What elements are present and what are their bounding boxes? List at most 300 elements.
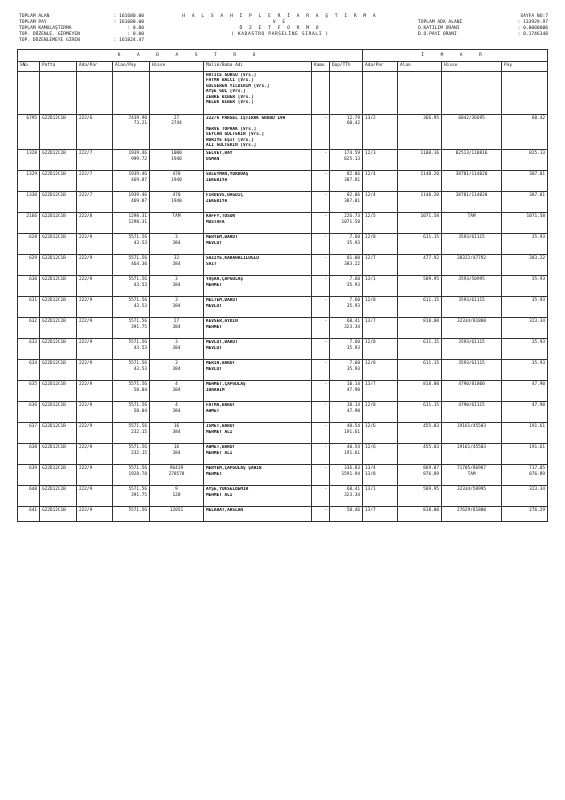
cell-imar-adapar-line2: 13/8: [365, 471, 376, 477]
cell-imar-hisse-line1: 71705/86987: [456, 466, 487, 472]
cell-imar-alan: [398, 255, 442, 276]
header-ratio-value: : 0.0000000: [517, 26, 548, 31]
cell-malik: [204, 465, 312, 486]
col-alanpay: Alan/Pay: [113, 62, 150, 72]
cell-imar-adapar: [363, 465, 398, 486]
cell-imar-adapar-line2: [365, 304, 395, 309]
table-row: [18, 507, 548, 522]
owner-name: MEHMET,ÇAPGULAŞ: [206, 382, 246, 388]
owner-name: MELTEM,BARUT: [206, 298, 238, 304]
cell-imar-adapar-line2: [365, 367, 395, 372]
cell-imar-pay: [502, 297, 548, 318]
table-row: [18, 318, 548, 339]
cell-hisse-line2: 384: [172, 240, 181, 246]
cell-imar-pay-line2: [504, 346, 545, 351]
header-ratio-value: : 0.1746348: [517, 32, 548, 37]
cell-imar-hisse-line1: 19161/45503: [456, 445, 487, 451]
cell-imar-pay-line2: 876.89: [529, 471, 546, 477]
cell-malik: [204, 402, 312, 423]
cell-imar-hisse-line2: [444, 346, 499, 351]
owner-name: HATİCE GÜRSÜ [Vrs.]: [206, 73, 257, 78]
cell-imar-hisse-line1: 38781/114020: [455, 172, 488, 178]
table-row: [18, 402, 548, 423]
cell-imar-hisse-line2: [444, 262, 499, 267]
cell-hisse-line2: [152, 220, 201, 225]
cell-imar-alan-line2: [400, 199, 439, 204]
cell-imar-pay-line1: 1071.58: [526, 214, 546, 220]
cell-dop-line1: 7.60: [349, 298, 361, 304]
col-dop: Dop/TTh: [330, 62, 363, 72]
cell-kamu: -: [312, 213, 330, 234]
cell-imar-hisse: [442, 213, 502, 234]
cell-imar-alan-line1: 366.95: [423, 116, 440, 121]
cell-sno: 629: [18, 255, 40, 276]
cell-adapar: 222/9: [77, 297, 113, 318]
owner-name: MEVLÜT: [206, 366, 222, 372]
cell-dop-line1: 82.06: [346, 193, 361, 199]
cell-dop: [330, 444, 363, 465]
cell-adapar: 222/9: [77, 486, 113, 507]
cell-hisse-line1: 27: [173, 116, 180, 121]
cell-imar-adapar-line2: [365, 388, 395, 393]
cell-malik: [204, 234, 312, 255]
cell-hisse-line2: 384: [172, 429, 181, 435]
cell-adapar: 222/7: [77, 171, 113, 192]
cell-imar-alan: [398, 297, 442, 318]
cell-imar-pay-line1: 191.61: [529, 445, 546, 451]
cell-adapar: 222/9: [77, 360, 113, 381]
cell-imar-adapar-line2: [365, 493, 395, 498]
cell-adapar: 222/9: [77, 318, 113, 339]
cell-adapar: 222/9: [77, 381, 113, 402]
cell-imar-alan: [398, 318, 442, 339]
owner-name: AYŞE GÜL [Vrs.]: [206, 89, 246, 95]
cell-alanpay-line1: 5571.56: [128, 508, 147, 514]
cell-hisse-line2: 384: [172, 408, 181, 414]
cell-imar-hisse-line2: [444, 157, 499, 162]
cell-hisse: [150, 255, 204, 276]
cell-imar-adapar: [363, 444, 398, 465]
cell-imar-alan-line1: 1108.16: [420, 151, 440, 157]
cell-imar-hisse: [442, 276, 502, 297]
cell-imar-adapar-line2: [365, 178, 395, 183]
table-row: [18, 423, 548, 444]
cell-hisse-line2: 2744: [171, 121, 182, 127]
cell-hisse-line2: 278578: [168, 471, 185, 477]
cell-dop-line1: 68.41: [346, 487, 361, 493]
cell-imar-pay-line2: [504, 367, 545, 372]
header-total-row: [19, 38, 144, 44]
cell-dop: [330, 402, 363, 423]
cell-imar-alan-line2: [400, 325, 439, 330]
cell-hisse-line1: 3: [175, 361, 178, 367]
cell-hisse: [150, 402, 204, 423]
cell-imar-hisse: [442, 255, 502, 276]
cell-kamu: -: [312, 381, 330, 402]
cell-hisse: [150, 381, 204, 402]
cell-imar-pay-line2: [504, 199, 545, 204]
header-total-value: : 0.00: [127, 32, 144, 37]
cell-alanpay-line2: 43.53: [133, 303, 147, 309]
cell-imar-pay-line1: 825.13: [529, 151, 546, 157]
cell-dop-line2: 47.90: [346, 408, 361, 414]
table-row: [18, 115, 548, 150]
header-total-value: : 161824.47: [113, 38, 144, 43]
cell-hisse: [150, 192, 204, 213]
cell-imar-alan-line2: [400, 262, 439, 267]
table-row: [18, 150, 548, 171]
cell-dop-line1: 68.41: [346, 319, 361, 325]
cell-alanpay-line2: 469.87: [131, 198, 147, 204]
cell-imar-pay: [502, 276, 548, 297]
cell-alanpay-line1: 1939.46: [128, 151, 147, 157]
cell-imar-pay-line1: 383.22: [529, 256, 546, 262]
cell-imar-hisse-line2: [444, 451, 499, 456]
cell-imar-adapar: [363, 486, 398, 507]
cell-imar-hisse-line1: 19161/45503: [456, 424, 487, 430]
cell-hisse-line2: 384: [172, 261, 181, 267]
cell-imar-pay-line1: 387.81: [529, 172, 546, 178]
cell-sno: 636: [18, 402, 40, 423]
cell-dop: [330, 150, 363, 171]
cell-imar-pay: [502, 360, 548, 381]
cell-imar-pay-line2: [504, 409, 545, 414]
cell-hisse-line1: 16: [173, 424, 180, 430]
cell-kamu: -: [312, 444, 330, 465]
cell-dop-line2: 35.93: [346, 345, 361, 351]
cell-pafta: G22D12C1B: [40, 276, 77, 297]
cell-dop-line1: 7.60: [349, 277, 361, 283]
cell-imar-alan-line2: [400, 220, 439, 225]
owner-name: AYŞE,YÜKSELDEMİR: [206, 487, 249, 493]
cell-imar-alan: [398, 213, 442, 234]
cell-imar-hisse: [442, 115, 502, 150]
cell-malik: [204, 381, 312, 402]
cell-hisse-line1: 32: [173, 256, 180, 262]
cell-imar-alan-line2: [400, 283, 439, 288]
cell-dop-line1: 174.59: [344, 151, 361, 157]
cell-pafta: G22D12C1B: [40, 360, 77, 381]
cell-imar-adapar-line2: [365, 283, 395, 288]
cell-hisse-line1: 3: [175, 298, 178, 304]
cell-kamu: -: [312, 115, 330, 150]
cell-adapar: 222/6: [77, 115, 113, 150]
cell-imar-pay: [502, 402, 548, 423]
cell-imar-alan-line2: [400, 157, 439, 162]
cell-imar-alan-line1: 818.00: [423, 508, 440, 514]
cell-imar-hisse-line1: 6042/36695: [458, 116, 485, 121]
cell-imar-pay-line2: [504, 388, 545, 393]
cell-alanpay: [113, 381, 150, 402]
owner-name: MELEK BİBER [Vrs.]: [206, 100, 254, 106]
cell-imar-alan: [398, 444, 442, 465]
cell-imar-adapar-line2: [365, 157, 395, 162]
cell-dop: [330, 297, 363, 318]
cell-alanpay-line1: 5571.56: [128, 256, 147, 262]
cell-alanpay-line1: 1939.46: [128, 193, 147, 199]
cell-imar-hisse-line1: 3593/61115: [458, 340, 485, 346]
cell-pafta: G22D12C1B: [40, 318, 77, 339]
records-table: [17, 49, 548, 522]
owner-name: NURİYE EŞİT [Vrs.]: [206, 137, 254, 143]
cell-adapar: 222/8: [77, 213, 113, 234]
table-row: [18, 381, 548, 402]
cell-alanpay-line2: 1298.31: [128, 219, 147, 225]
cell-hisse: [150, 171, 204, 192]
form-title-ve: V E: [272, 20, 288, 25]
cell-hisse: [150, 486, 204, 507]
cell-imar-pay-line1: 717.05: [529, 466, 546, 472]
cell-imar-adapar-line2: [365, 220, 395, 225]
cell-dop-line2: 35.93: [346, 282, 361, 288]
header-totals-right: [418, 14, 548, 38]
cell-hisse-line1: 3: [175, 340, 178, 346]
owner-name: MUSTAFA: [206, 219, 225, 225]
cell-imar-hisse: [442, 402, 502, 423]
cell-imar-alan-line2: [400, 367, 439, 372]
owner-name: ZEKERİYA: [206, 177, 228, 183]
cell-imar-adapar: [363, 234, 398, 255]
cell-malik: [204, 276, 312, 297]
cell-imar-hisse-line1: 38322/47792: [456, 256, 487, 262]
cell-hisse-line2: 128: [172, 492, 181, 498]
cell-imar-adapar-line1: 13/2: [365, 116, 376, 121]
cell-imar-pay: [502, 423, 548, 444]
cell-alanpay-line1: 1298.31: [128, 214, 147, 220]
header-total-label: TOPLAM PAY: [19, 20, 47, 25]
cell-imar-alan-line1: 611.15: [423, 235, 440, 241]
col-adapar: Ada/Par: [77, 62, 113, 72]
cell-imar-pay-line2: [504, 493, 545, 498]
cell-alanpay: [113, 192, 150, 213]
col-imar-pay: Pay: [502, 62, 548, 72]
cell-pafta: G22D12C1B: [40, 297, 77, 318]
cell-imar-adapar: [363, 339, 398, 360]
cell-imar-pay: [502, 213, 548, 234]
cell-hisse-line1: 12051: [169, 508, 184, 514]
cell-alanpay: [113, 507, 150, 522]
cell-imar-adapar: [363, 507, 398, 522]
header-total-value: : 161680.00: [113, 14, 144, 19]
cell-hisse-line1: 4: [175, 403, 178, 409]
cell-malik: [204, 318, 312, 339]
cell-imar-alan-line2: [400, 493, 439, 498]
owner-name: ALİ GÜLTEKİN [Vrs.]: [206, 143, 257, 149]
cell-imar-adapar-line2: [365, 514, 395, 519]
cell-kamu: -: [312, 276, 330, 297]
cell-imar-hisse-line2: TAM: [467, 471, 476, 477]
cell-alanpay-line2: 232.15: [131, 450, 147, 456]
cell-imar-hisse-line2: [444, 367, 499, 372]
cell-imar-adapar: [363, 115, 398, 150]
cell-imar-alan-line1: 509.95: [423, 487, 440, 493]
cell-imar-hisse-line2: [444, 283, 499, 288]
cell-imar-pay-line2: [504, 304, 545, 309]
cell-imar-alan-line1: 509.95: [423, 277, 440, 283]
cell-hisse-line2: 1940: [171, 156, 182, 162]
cell-imar-alan: [398, 465, 442, 486]
owner-name: MEHMET: [206, 282, 222, 288]
cell-malik: [204, 213, 312, 234]
cell-pafta: G22D12C1B: [40, 486, 77, 507]
table-row: [18, 192, 548, 213]
cell-imar-pay: [502, 255, 548, 276]
cell-alanpay-line1: 7439.90: [128, 116, 147, 121]
cell-pafta: G22D12C1B: [40, 402, 77, 423]
cell-imar-hisse-line1: 32334/81800: [456, 319, 487, 325]
cell-imar-hisse-line1: 4790/81800: [458, 382, 485, 388]
cell-dop-line1: 40.54: [346, 445, 361, 451]
cell-sno: 639: [18, 465, 40, 486]
cell-imar-pay-line2: [504, 514, 545, 519]
cell-dop: [330, 276, 363, 297]
cell-kamu: -: [312, 360, 330, 381]
cell-malik: [204, 171, 312, 192]
cell-dop: [330, 360, 363, 381]
cell-dop: [330, 507, 363, 522]
owner-name: MEVLÜT: [206, 240, 222, 246]
cell-dop: [330, 423, 363, 444]
cell-dop-line2: 35.93: [346, 303, 361, 309]
owner-name: FİRDEVS,DAĞDIÇ: [206, 193, 244, 199]
cell-imar-pay: [502, 318, 548, 339]
cell-imar-alan-line2: [400, 430, 439, 435]
cell-adapar: 222/7: [77, 150, 113, 171]
cell-alanpay: [113, 171, 150, 192]
cell-imar-alan: [398, 339, 442, 360]
cell-dop-line1: 336.83: [344, 466, 361, 472]
cell-imar-adapar-line1: 12/3: [365, 151, 376, 157]
cell-hisse: [150, 465, 204, 486]
cell-dop-line1: 10.14: [346, 403, 361, 409]
cell-adapar: 222/9: [77, 423, 113, 444]
cell-dop-line1: 7.60: [349, 235, 361, 241]
band-kadastro: K A D A S T R O: [18, 50, 363, 62]
section-band: [18, 50, 548, 62]
cell-imar-pay: [502, 381, 548, 402]
cell-imar-hisse-line1: 38781/114020: [455, 193, 488, 199]
cell-hisse-line1: 96439: [169, 466, 184, 472]
owner-name: MEHMET ALİ: [206, 450, 233, 456]
cell-dop-line1: 58.46: [346, 508, 361, 514]
owner-name: SEYCAN GÜLTEKİN [Vrs.]: [206, 132, 265, 138]
cell-pafta: G22D12C1B: [40, 150, 77, 171]
owner-name: YAŞAR,ÇAPGULAŞ: [206, 277, 244, 283]
cell-hisse: [150, 150, 204, 171]
cell-sno: 641: [18, 507, 40, 522]
cell-imar-hisse: [442, 339, 502, 360]
cell-imar-alan: [398, 234, 442, 255]
cell-imar-adapar-line1: 12/4: [365, 172, 376, 178]
owner-name: FATMA,BARUT: [206, 403, 236, 409]
cell-imar-hisse: [442, 486, 502, 507]
cell-imar-alan-line2: [400, 514, 439, 519]
cell-hisse-line2: 384: [172, 345, 181, 351]
cell-imar-adapar-line2: [365, 262, 395, 267]
owner-name: MEVLÜT: [206, 345, 222, 351]
cell-imar-pay: [502, 465, 548, 486]
cell-imar-hisse: [442, 318, 502, 339]
cell-kamu: -: [312, 339, 330, 360]
cell-imar-alan-line1: 818.00: [423, 319, 440, 325]
column-header-row: [18, 62, 548, 72]
cell-imar-alan-line1: 869.87: [423, 466, 440, 472]
cell-pafta: G22D12C1B: [40, 192, 77, 213]
cell-adapar: 222/7: [77, 192, 113, 213]
cell-adapar: 222/9: [77, 402, 113, 423]
cell-imar-adapar-line2: [365, 451, 395, 456]
cell-imar-hisse-line1: 3593/61115: [458, 298, 485, 304]
header-total-label: TOP. DÜZENLEMEYE GİREN: [19, 38, 80, 43]
cell-dop-line2: 387.81: [344, 198, 361, 204]
cell-imar-alan: [398, 171, 442, 192]
table-row: [18, 276, 548, 297]
cell-dop-line1: 12.79: [346, 116, 361, 121]
cell-imar-adapar-line2: [365, 199, 395, 204]
cell-pafta: G22D12C1B: [40, 339, 77, 360]
form-title-ozet: Ö Z E T F O R M U: [239, 26, 321, 31]
table-row: [18, 465, 548, 486]
cell-imar-hisse: [442, 297, 502, 318]
cell-hisse-line1: 470: [172, 172, 181, 178]
cell-imar-pay: [502, 150, 548, 171]
cell-imar-pay-line1: 387.81: [529, 193, 546, 199]
cell-hisse-line1: 470: [172, 193, 181, 199]
cell-imar-pay: [502, 115, 548, 150]
cell-pafta: G22D12C1B: [40, 444, 77, 465]
owner-name: MEVLÜT,BARUT: [206, 340, 238, 346]
cell-pafta: G22D12C1B: [40, 465, 77, 486]
cell-hisse-line2: [152, 514, 201, 519]
cell-imar-alan-line2: [400, 304, 439, 309]
cell-imar-adapar: [363, 213, 398, 234]
cell-alanpay-line2: 43.53: [133, 240, 147, 246]
cell-imar-pay-line1: 35.93: [531, 235, 546, 241]
cell-imar-hisse: [442, 360, 502, 381]
cell-alanpay: [113, 465, 150, 486]
cell-imar-hisse-line1: 3593/50995: [458, 277, 485, 283]
owner-name: GÜLSEREN YILDIRIM [Vrs.]: [206, 83, 270, 89]
cell-malik: [204, 339, 312, 360]
cell-hisse-line2: 384: [172, 366, 181, 372]
cell-dop-line2: 60.42: [346, 121, 361, 127]
cell-alanpay: [113, 423, 150, 444]
cell-dop: [330, 213, 363, 234]
cell-alanpay-line2: 58.04: [133, 408, 147, 414]
cell-imar-hisse: [442, 192, 502, 213]
cell-imar-adapar: [363, 192, 398, 213]
cell-hisse: [150, 115, 204, 150]
cell-imar-alan-line1: 611.15: [423, 403, 440, 409]
table-row: [18, 297, 548, 318]
cell-alanpay-line1: 5571.56: [128, 340, 147, 346]
cell-malik: [204, 360, 312, 381]
owner-name: MERVE TOPRAK [Vrs.]: [206, 126, 257, 132]
cell-pafta: G22D12C1B: [40, 507, 77, 522]
owner-name: MERYEM,BARUT: [206, 235, 238, 241]
cell-imar-alan: [398, 423, 442, 444]
cell-imar-adapar: [363, 423, 398, 444]
cell-hisse-line2: 384: [172, 282, 181, 288]
owner-name: AHMET: [206, 408, 220, 414]
cell-dop-line1: 7.60: [349, 340, 361, 346]
cell-imar-hisse-line2: [444, 325, 499, 330]
header-ratio-value: : 133929.97: [517, 20, 548, 25]
cell-dop-line2: 825.13: [344, 156, 361, 162]
cell-alanpay-line2: 43.53: [133, 345, 147, 351]
owner-name: FATMA BALCI [Vrs.]: [206, 78, 254, 84]
cell-imar-adapar-line1: 12/8: [365, 298, 376, 304]
